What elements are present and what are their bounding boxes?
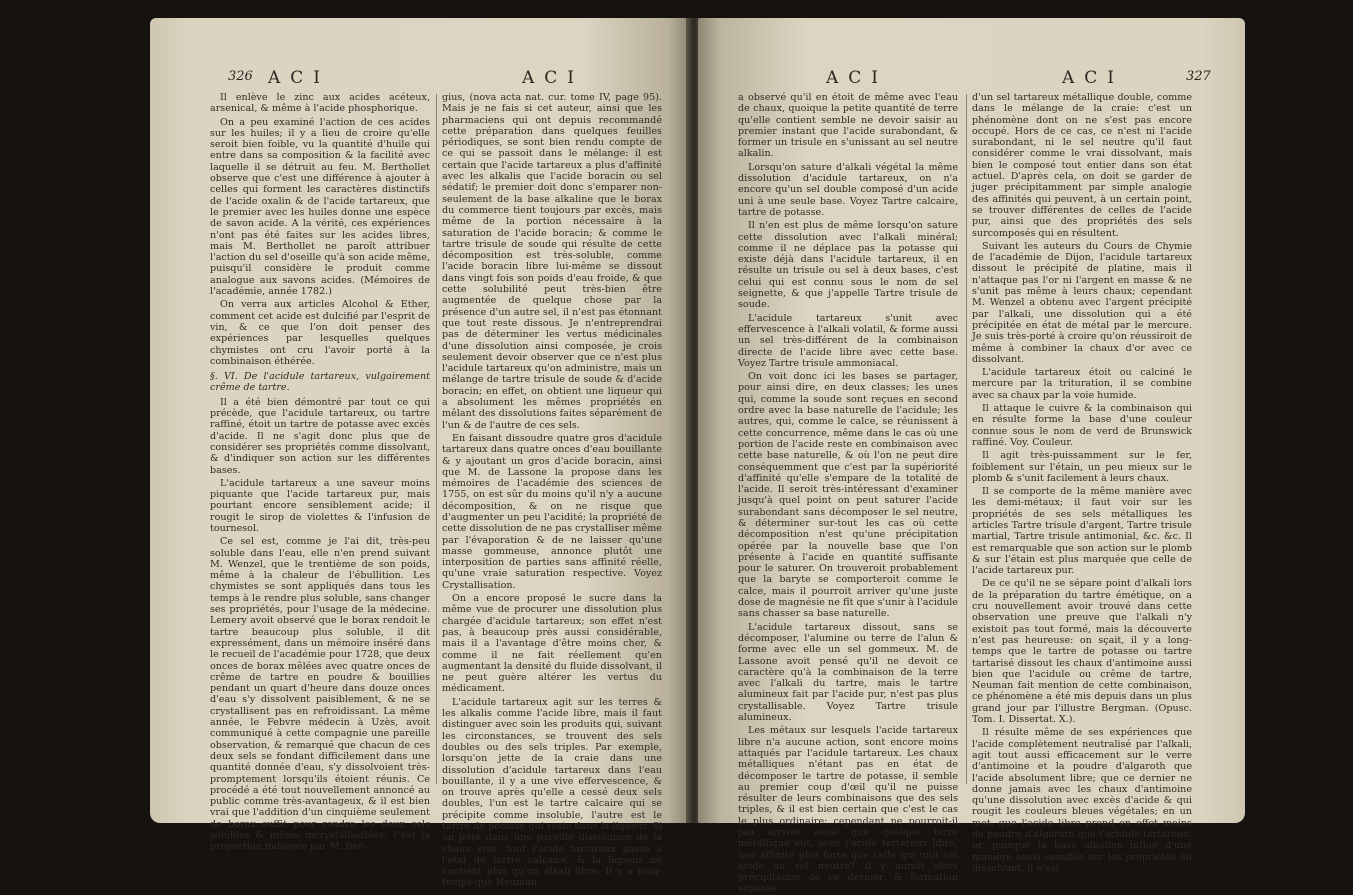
text-column-1 (210, 92, 430, 853)
running-head: ACI (268, 68, 330, 88)
paragraph: L'acidule tartareux s'unit avec effervescence à l'alkali volatil, & forme aussi un sel très-différent de la combinaison directe de l'acide libre avec cette base. Voyez Tartre trisule ammoniacal. (738, 312, 958, 369)
paragraph: Il n'en est plus de même lorsqu'on sature cette dissolution avec l'alkali minéral; comme il ne déplace pas la potasse qui existe déjà dans l'acidule tartareux, il en résulte un trisule ou sel à deux bases, c'est celui qui est connu sous le nom de sel seignette, & que j'appelle Tartre trisule de soude. (738, 220, 958, 311)
paragraph: d'un sel tartareux métallique double, comme dans le mélange de la craie: c'est un phénomène dont on ne s'est pas encore occupé. Hors de ce cas, ce n'est ni l'acide surabondant, ni le sel neutre qu'il faut considérer comme le vrai dissolvant, mais bien le composé tout entier dans son état actuel. D'après cela, on doit se garder de juger précipitamment par simple analogie des affinités qui peuvent, à un certain point, se trouver différentes de celles de l'acide pur, ainsi que des propriétés des sels surcomposés qui en résultent. (972, 92, 1192, 239)
page-number: 327 (1186, 69, 1211, 84)
paragraph: On a peu examiné l'action de ces acides sur les huiles; il y a lieu de croire qu'elle seroit bien foible, vu la quantité d'huile qui entre dans sa composition & la facilité avec laquelle il se détruit au feu. M. Berthollet observe que c'est une différence à ajouter à celles qui forment les caractères distinctifs de l'acide oxalin & de l'acide tartareux, que le premier avec les huiles donne une espèce de savon acide. A la vérité, ces expériences n'ont pas été faites sur les acides libres, mais M. Berthollet ne paroît attribuer l'action du sel d'oseille qu'à son acide même, puisqu'il considère le produit comme analogue aux savons acides. (Mémoires de l'académie, année 1782.) (210, 116, 430, 298)
paragraph: L'acidule tartareux étoit ou calciné le mercure par la trituration, il se combine avec sa chaux par la voie humide. (972, 367, 1192, 401)
paragraph: Il se comporte de la même manière avec les demi-métaux; il faut voir sur les propriétés de ses sels métalliques les articles Tartre trisule d'argent, Tartre trisule martial, Tartre trisule antimonial, &c. &c. Il est remarquable que son action sur le plomb & sur l'étain est plus marquée que celle de l'acide tartareux pur. (972, 486, 1192, 577)
paragraph: Lorsqu'on sature d'alkali végétal la même dissolution d'acidule tartareux, on n'a encore qu'un sel double composé d'un acide uni à une seule base. Voyez Tartre calcaire, tartre de potasse. (738, 161, 958, 218)
page-number: 326 (228, 69, 253, 84)
column-rule (436, 94, 437, 784)
paragraph: Il attaque le cuivre & la combinaison qui en résulte forme la base d'une couleur connue sous le nom de verd de Brunswick raffiné. Voy. Couleur. (972, 403, 1192, 448)
paragraph: Suivant les auteurs du Cours de Chymie de l'académie de Dijon, l'acidule tartareux dissout le précipité de platine, mais il n'attaque pas l'or ni l'argent en masse & ne s'unit pas même à leurs chaux; cependant M. Wenzel a obtenu avec l'argent précipité par l'alkali, une dissolution qui a été précipitée en état de métal par le mercure. Je suis très-porté à croire qu'on réussiroit de même à combiner la chaux d'or avec ce dissolvant. (972, 240, 1192, 365)
column-rule (966, 94, 967, 784)
paragraph: Les métaux sur lesquels l'acide tartareux libre n'a aucune action, sont encore moins attaqués par l'acidule tartareux. Les chaux métalliques n'étant pas en état de décomposer le tartre de potasse, il semble au premier coup d'œil qu'il ne puisse résulter de leurs combinaisons que des sels triples, & il est bien certain que c'est le cas le plus ordinaire; cependant ne pourroit-il pas arriver aussi que quelque terre métallique eut, avec l'acide tartareux libre, une affinité plus forte que celle qui unit cet acide au sel neutre? il y auroit alors précipitation de ce dernier, & formation séparée (738, 725, 958, 895)
right-page (698, 18, 1245, 895)
running-head-col2: ACI (522, 68, 584, 88)
running-head: ACI (1062, 68, 1124, 88)
paragraph: On a encore proposé le sucre dans la même vue de procurer une dissolution plus chargée d'acidule tartareux; son effet n'est pas, à beaucoup près aussi considérable, mais il a l'avantage d'être moins cher, & comme il ne fait réellement qu'en augmentant la densité du fluide dissolvant, il ne peut guère altérer les vertus du médicament. (442, 593, 662, 695)
paragraph: De ce qu'il ne se sépare point d'alkali lors de la préparation du tartre émétique, on a cru nouvellement avoir trouvé dans cette observation une preuve que l'alkali n'y existoit pas tout formé, mais la découverte n'est pas heureuse: on sçait, il y a long-temps que le tartre de potasse ou tartre tartarisé dissout les chaux d'antimoine aussi bien que l'acidule ou crême de tartre, Neuman fait mention de cette combinaison, ce phénomène a été mis depuis dans un plus grand jour par l'illustre Bergman. (Opusc. Tom. I. Dissertat. X.). (972, 578, 1192, 726)
paragraph: On verra aux articles Alcohol & Ether, comment cet acide est dulcifié par l'esprit de vin, & ce que l'on doit penser des expériences par lesquelles quelques chymistes ont cru l'avoir porté à la combinaison éthérée. (210, 299, 430, 367)
paragraph: On voit donc ici les bases se partager, pour ainsi dire, en deux classes; les unes qui, comme la soude sont reçues en second ordre avec la base naturelle de l'acidule; les autres, qui, comme le calce, se réunissent à cette concurrence, même dans le cas où une portion de l'acide reste en combinaison avec cette base naturelle, & où l'on ne peut dire conséquemment que c'est par la supériorité d'affinité qu'elle s'empare de la totalité de l'acide. Il seroit très-intéressant d'examiner jusqu'à quel point on peut saturer l'acide surabondant sans décomposer le sel neutre, & déterminer sur-tout les cas où cette décomposition n'est qu'une précipitation opérée par la nouvelle base que l'on présente à l'acide en quantité suffisante pour le saturer. On trouveroit probablement que la baryte se comporteroit comme le calce, mais il pourroit arriver qu'une juste dose de magnésie ne fît que s'unir à l'acidule sans chasser sa base naturelle. (738, 371, 958, 620)
paragraph: Il a été bien démontré par tout ce qui précède, que l'acidule tartareux, ou tartre raffiné, étoit un tartre de potasse avec excès d'acide. Il ne s'agit donc plus que de considérer ses propriétés comme dissolvant, & d'indiquer son action sur les différentes bases. (210, 396, 430, 476)
paragraph: gius, (nova acta nat. cur. tome IV, page 95). Mais je ne fais si cet auteur, ainsi que les pharmaciens qui ont depuis recommandé cette préparation dans quelques feuilles périodiques, se sont bien rendu compte de ce qui se passoit dans le mélange: il est certain que l'acide tartareux a plus d'affinité avec les alkalis que l'acide boracin ou sel sédatif; le premier doit donc s'emparer non-seulement de la base alkaline que le borax du commerce tient toujours par excès, mais même de la portion nécessaire à la saturation de l'acide boracin; & comme le tartre trisule de soude qui résulte de cette décomposition est très-soluble, comme l'acide boracin libre lui-même se dissout dans vingt fois son poids d'eau froide, & que cette solubilité peut très-bien être augmentée de quelque chose par la présence d'un autre sel, il n'est pas étonnant que tout reste dissous. Je n'entreprendrai pas de déterminer les vertus médicinales d'une dissolution ainsi composée, je crois seulement devoir observer que ce n'est plus l'acidule tartareux qu'on administre, mais un mélange de tartre trisule de soude & d'acide boracin; en effet, on obtient une liqueur qui a absolument les mêmes propriétés en mêlant des dissolutions faites séparément de l'un & de l'autre de ces sels. (442, 92, 662, 431)
paragraph: a observé qu'il en étoit de même avec l'eau de chaux, quoique la petite quantité de terre qu'elle contient semble ne devoir saisir au premier instant que l'acide surabondant, & former un trisule en s'unissant au sel neutre alkalin. (738, 92, 958, 160)
text-column-2 (972, 92, 1192, 874)
running-head-col1: ACI (826, 68, 888, 88)
left-page (150, 18, 690, 889)
section-heading: §. VI. De l'acidule tartareux, vulgairement crême de tartre. (210, 371, 430, 394)
paragraph: L'acidule tartareux a une saveur moins piquante que l'acide tartareux pur, mais pourtant encore sensiblement acide; il rougit le sirop de violettes & l'infusion de tournesol. (210, 477, 430, 534)
paragraph: L'acidule tartareux dissout, sans se décomposer, l'alumine ou terre de l'alun & forme avec elle un sel gommeux. M. de Lassone avoit pensé qu'il ne devoit ce caractère qu'à la combinaison de la terre avec l'alkali du tartre, mais le tartre alumineux fait par l'acide pur, n'est pas plus crystallisable. Voyez Tartre trisule alumineux. (738, 621, 958, 724)
paragraph: Il agit très-puissamment sur le fer, foiblement sur l'étain, un peu mieux sur le plomb & s'unit facilement à leurs chaux. (972, 450, 1192, 484)
paragraph: L'acidule tartareux agit sur les terres & les alkalis comme l'acide libre, mais il faut distinguer avec soin les produits qui, suivant les circonstances, se trouvent des sels doubles ou des sels triples. Par exemple, lorsqu'on jette de la craie dans une dissolution d'acidule tartareux dans l'eau bouillante, il y a une vive effervescence, & on trouve après qu'elle a cessé deux sels doubles, l'un est le tartre calcaire qui se précipite comme insoluble, l'autre est le tartre de potasse qui reste dans la liqueur. Si on jette dans une pareille dissolution de la chaux vive, tout l'acide tartareux passe à l'état de tartre calcaire, & la liqueur ne contient plus qu'un alkali libre. Il y a long-temps que Neuman (442, 696, 662, 889)
paragraph: Il résulte même de ses expériences que l'acide complètement neutralisé par l'alkali, agit tout aussi efficacement sur le verre d'antimoine et la poudre d'algaroth que l'acide absolument libre; que ce dernier ne donne jamais avec les chaux d'antimoine qu'une dissolution avec excès d'acide & qui rougit les couleurs bleues végétales; en un mot, que l'acide libre prend en effet moins de poudre d'algaroth que l'acidule tartareux: or, puisque la base alkaline influe d'une manière aussi sensible sur les propriétés du dissolvant, il n'est (972, 727, 1192, 874)
paragraph: Ce sel est, comme je l'ai dit, très-peu soluble dans l'eau, elle n'en prend suivant M. Wenzel, que le trentième de son poids, même à la chaleur de l'ébullition. Les chymistes se sont appliqués dans tous les temps à le rendre plus soluble, sans changer ses propriétés, pour l'usage de la médecine. Lemery avoit observé que le borax rendoit le tartre beaucoup plus soluble, il dit expressément, dans un mémoire inséré dans le recueil de l'académie pour 1728, que deux onces de borax mêlées avec quatre onces de crême de tartre en poudre & bouillies pendant un quart d'heure dans douze onces d'eau s'y dissolvent paisiblement, & ne se crystallisent pas en refroidissant. La même année, le Febvre médecin à Uzès, avoit communiqué à cette compagnie une pareille observation, & remarqué que chacun de ces deux sels se fondant difficilement dans une quantité donnée d'eau, s'y dissolvoient très-promptement lorsqu'ils étoient réunis. Ce procédé a été tout nouvellement annoncé au public comme très-avantageux, & il est bien vrai que l'addition d'un cinquième seulement de borax suffit pour rendre les deux sels solubles & même incrystallisables: c'est la proportion indiquée par M. Ber- (210, 536, 430, 853)
text-column-2 (442, 92, 662, 889)
open-book (150, 18, 1245, 895)
text-column-1 (738, 92, 958, 895)
paragraph: En faisant dissoudre quatre gros d'acidule tartareux dans quatre onces d'eau bouillante & y ajoutant un gros d'acide boracin, ainsi que M. de Lassone la propose dans les mémoires de l'académie des sciences de 1755, on est sûr du moins qu'il n'y a aucune décomposition, & on ne risque que d'augmenter un peu l'acidité; la propriété de cette dissolution de ne pas crystalliser même par l'évaporation & de ne laisser qu'une masse gommeuse, annonce plutôt une interposition de parties sans affinité réelle, qu'une vraie saturation respective. Voyez Crystallisation. (442, 432, 662, 591)
paragraph: Il enlève le zinc aux acides acéteux, arsenical, & même à l'acide phosphorique. (210, 92, 430, 115)
